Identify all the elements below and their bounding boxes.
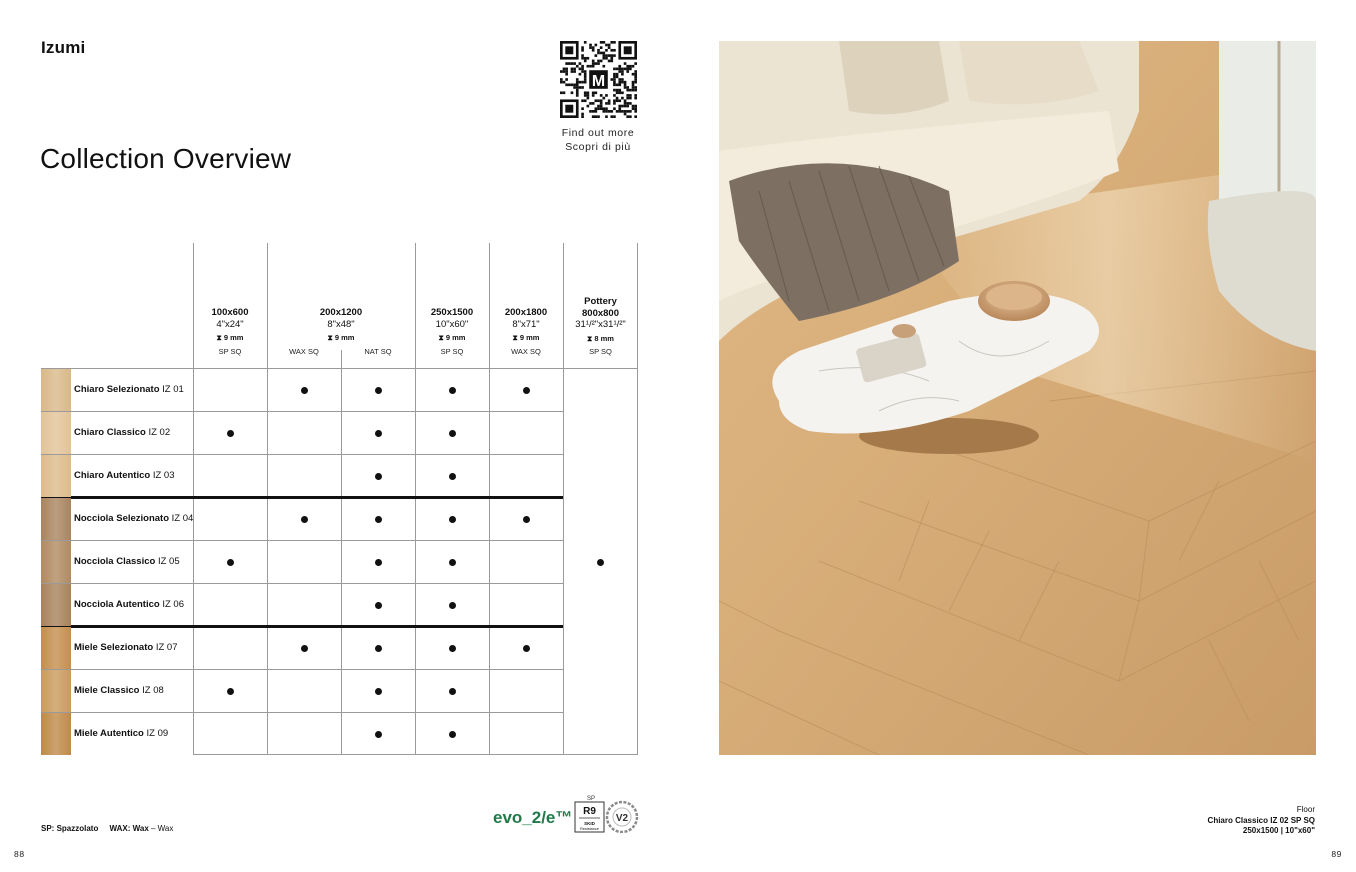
availability-dot xyxy=(449,516,456,523)
column-header xyxy=(563,296,638,344)
availability-dot xyxy=(449,559,456,566)
finish-legend xyxy=(41,824,173,833)
row-label xyxy=(74,513,193,524)
availability-dot xyxy=(375,559,382,566)
column-finish: NAT SQ xyxy=(364,347,392,356)
product-name: Chiaro Selezionato xyxy=(74,384,160,395)
availability-dot xyxy=(375,387,382,394)
product-code: IZ 06 xyxy=(162,599,184,610)
wood-swatch xyxy=(41,412,71,454)
column-finish: SP SQ xyxy=(440,347,464,356)
wood-swatch xyxy=(41,498,71,540)
page-number-right: 89 xyxy=(1331,849,1342,859)
column-inch: 4"x24" xyxy=(216,318,244,330)
product-code: IZ 07 xyxy=(155,642,178,653)
product-name: Nocciola Autentico xyxy=(74,599,160,610)
column-inch: 8"x48" xyxy=(327,318,355,330)
product-name: Nocciola Classico xyxy=(74,556,156,567)
group-divider xyxy=(41,496,563,499)
wood-swatch xyxy=(41,541,71,583)
availability-dot xyxy=(523,387,530,394)
row-label xyxy=(74,556,180,567)
availability-dot xyxy=(375,688,382,695)
table-hline xyxy=(41,669,563,670)
table-hline xyxy=(41,712,563,713)
availability-dot xyxy=(227,559,234,566)
table-hline xyxy=(41,540,563,541)
product-code: IZ 02 xyxy=(148,427,171,438)
table-hline xyxy=(193,754,638,755)
column-size: 200x1200 xyxy=(319,307,363,318)
row-label xyxy=(74,728,168,739)
table-hline xyxy=(41,368,638,369)
column-size: 800x800 xyxy=(582,307,619,319)
column-size: 250x1500 xyxy=(430,307,474,318)
availability-dot xyxy=(449,387,456,394)
column-thickness: ⧗ 9 mm xyxy=(438,333,466,342)
availability-dot xyxy=(449,602,456,609)
table-hline xyxy=(41,583,563,584)
availability-dot xyxy=(449,430,456,437)
wood-swatch xyxy=(41,670,71,712)
column-header xyxy=(489,307,563,344)
column-header xyxy=(267,307,415,344)
wood-swatch xyxy=(41,455,71,497)
product-name: Miele Classico xyxy=(74,685,140,696)
product-code: IZ 03 xyxy=(152,470,175,481)
product-code: IZ 05 xyxy=(157,556,180,567)
qr-code-icon[interactable] xyxy=(560,41,637,118)
product-code: IZ 09 xyxy=(146,728,169,739)
wood-swatch xyxy=(41,627,71,669)
column-thickness: ⧗ 8 mm xyxy=(587,333,614,343)
collection-table xyxy=(41,243,638,755)
availability-dot xyxy=(375,602,382,609)
page-title: Collection Overview xyxy=(40,143,292,174)
row-label xyxy=(74,599,184,610)
product-name: Chiaro Classico xyxy=(74,427,146,438)
column-finish: WAX SQ xyxy=(289,347,319,356)
column-header xyxy=(415,307,489,344)
v2-label: V2 xyxy=(615,813,629,824)
product-name: Miele Autentico xyxy=(74,728,144,739)
column-title: Pottery xyxy=(584,296,617,307)
column-thickness: ⧗ 9 mm xyxy=(512,333,540,342)
product-code: IZ 01 xyxy=(162,384,184,395)
legend-sp-abbr: SP: xyxy=(41,824,55,833)
interior-photo xyxy=(719,41,1316,755)
product-code: IZ 08 xyxy=(142,685,164,696)
availability-dot xyxy=(375,473,382,480)
product-name: Chiaro Autentico xyxy=(74,470,151,481)
column-inch: 31¹/²"x31¹/²" xyxy=(575,319,626,330)
sp-label: SP xyxy=(587,796,596,802)
availability-dot xyxy=(449,473,456,480)
resistance-label: Resistance xyxy=(580,827,599,831)
r9-label: R9 xyxy=(583,806,596,817)
group-divider xyxy=(41,625,563,628)
availability-dot xyxy=(375,516,382,523)
column-thickness: ⧗ 9 mm xyxy=(216,333,244,342)
skid-label: SKID xyxy=(584,821,595,826)
availability-dot xyxy=(375,731,382,738)
wood-swatch xyxy=(41,369,71,411)
row-label xyxy=(74,384,184,395)
column-finish: SP SQ xyxy=(218,347,242,356)
legend-wax-bold: Wax xyxy=(132,824,149,833)
wood-swatch xyxy=(41,584,71,626)
qr-caption-en: Find out more xyxy=(561,127,635,139)
caption-line-2: Chiaro Classico IZ 02 SP SQ xyxy=(1207,815,1315,825)
column-inch: 10"x60" xyxy=(435,318,469,330)
availability-dot xyxy=(449,645,456,652)
photo-caption xyxy=(1208,805,1315,837)
column-finish: WAX SQ xyxy=(511,347,541,356)
row-label xyxy=(74,642,177,653)
availability-dot xyxy=(301,516,308,523)
qr-logo-icon: M xyxy=(591,73,606,91)
availability-dot xyxy=(301,387,308,394)
column-inch: 8"x71" xyxy=(512,318,540,330)
availability-dot xyxy=(227,688,234,695)
table-hline xyxy=(41,454,563,455)
certification-badges xyxy=(493,793,639,833)
evo-logo: evo_2/e™ xyxy=(493,808,573,827)
availability-dot xyxy=(227,430,234,437)
page-number-left: 88 xyxy=(14,849,25,859)
column-finish: SP SQ xyxy=(589,347,612,356)
qr-caption-it: Scopri di più xyxy=(565,141,631,153)
availability-dot xyxy=(301,645,308,652)
table-hline xyxy=(41,411,563,412)
row-label xyxy=(74,470,174,481)
availability-dot xyxy=(375,645,382,652)
legend-wax-abbr: WAX: xyxy=(109,824,131,833)
product-name: Miele Selezionato xyxy=(74,642,154,653)
product-name: Nocciola Selezionato xyxy=(74,513,170,524)
availability-dot xyxy=(597,559,604,566)
legend-wax-text: – Wax xyxy=(151,824,174,833)
qr-caption xyxy=(548,126,648,154)
legend-sp-text: Spazzolato xyxy=(56,824,99,833)
row-label xyxy=(74,685,164,696)
column-size: 200x1800 xyxy=(504,307,548,318)
column-header xyxy=(193,307,267,344)
wood-swatch xyxy=(41,713,71,755)
availability-dot xyxy=(449,731,456,738)
caption-line-3: 250x1500 | 10"x60" xyxy=(1242,826,1315,835)
caption-line-1: Floor xyxy=(1296,805,1315,814)
availability-dot xyxy=(375,430,382,437)
column-thickness: ⧗ 9 mm xyxy=(327,333,355,342)
availability-dot xyxy=(523,516,530,523)
row-label xyxy=(74,427,170,438)
product-code: IZ 04 xyxy=(171,513,194,524)
brand-name: Izumi xyxy=(41,38,86,57)
column-size: 100x600 xyxy=(211,307,249,318)
availability-dot xyxy=(523,645,530,652)
availability-dot xyxy=(449,688,456,695)
